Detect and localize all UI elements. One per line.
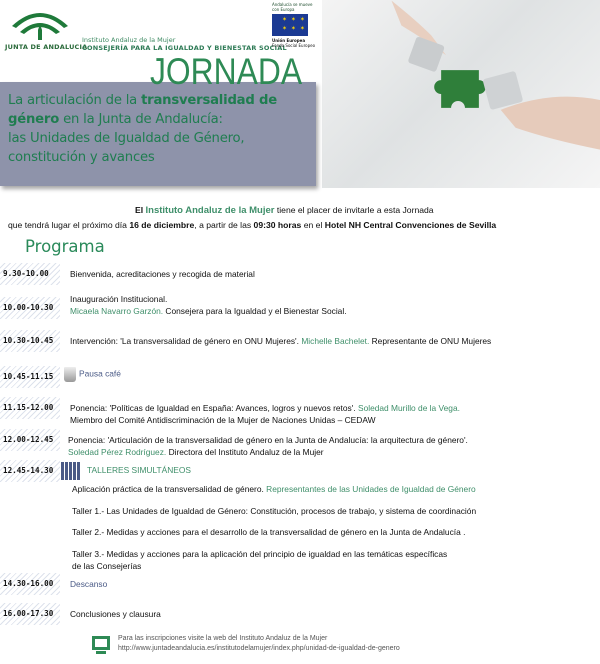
- intro-text: , a partir de las: [194, 220, 254, 230]
- intro-line-1: [135, 205, 434, 216]
- speaker-name: Soledad Murillo de la Vega.: [357, 403, 460, 413]
- workshop-intro: [72, 484, 476, 496]
- item-text: Ponencia: 'Articulación de la transversalidad de género en la Junta de Andalucía: la arquitectura de género'.: [68, 435, 468, 445]
- registration-info: [118, 634, 400, 654]
- eu-name: Unión Europea: [272, 38, 306, 43]
- title-text: La articulación de la: [8, 93, 142, 108]
- coffee-cup-icon: [64, 367, 76, 382]
- speaker-role: Directora del Instituto Andaluz de la Mujer: [166, 446, 324, 457]
- item-text: Intervención: 'La transversalidad de género en ONU Mujeres'.: [70, 336, 302, 346]
- eu-logo: [272, 2, 320, 48]
- intro-text: en el: [301, 220, 325, 230]
- event-venue: Hotel NH Central Convenciones de Sevilla: [324, 220, 497, 230]
- institute-name: Instituto Andaluz de la Mujer: [82, 36, 176, 44]
- title-text: en la Junta de Andalucía:: [59, 112, 223, 127]
- time-slot: 10.30-10.45: [0, 330, 60, 352]
- eu-fund: Fondo Social Europeo: [272, 43, 316, 48]
- program-heading: Programa: [25, 237, 105, 256]
- intro-text: que tendrá lugar el próximo día: [8, 220, 130, 230]
- program-item: [61, 462, 191, 480]
- item-text: Inauguración Institucional.: [70, 294, 168, 304]
- people-group-icon: [61, 462, 81, 480]
- time-slot: 12.45-14.30: [0, 460, 60, 482]
- time-slot: 9.30-10.00: [0, 263, 60, 285]
- program-item: Descanso: [70, 579, 108, 589]
- title-line-1: [8, 91, 308, 110]
- title-line-4: constitución y avances: [8, 150, 155, 165]
- program-item: [64, 367, 121, 382]
- intro-line-2: [8, 220, 496, 230]
- title-line-3: las Unidades de Igualdad de Género,: [8, 131, 245, 146]
- program-item: [70, 294, 347, 317]
- time-slot: 16.00-17.30: [0, 603, 60, 625]
- registration-text: Para las inscripciones visite la web del Instituto Andaluz de la Mujer: [118, 635, 328, 642]
- program-item: [70, 403, 460, 426]
- event-time: 09:30 horas: [253, 220, 302, 230]
- item-text: Pausa café: [79, 368, 121, 379]
- time-slot: 14.30-16.00: [0, 573, 60, 595]
- program-item: [70, 336, 491, 348]
- item-text: Ponencia: 'Políticas de Igualdad en España: Avances, logros y nuevos retos'.: [70, 403, 358, 413]
- program-item: Conclusiones y clausura: [70, 609, 161, 619]
- event-type-heading: JORNADA: [150, 51, 303, 92]
- item-text: Aplicación práctica de la transversalidad de género.: [72, 484, 267, 494]
- speaker-role: Consejera para la Igualdad y el Bienestar Social.: [163, 305, 347, 316]
- workshop-3: [72, 549, 447, 572]
- puzzle-hands-photo: [322, 0, 600, 188]
- program-item: Bienvenida, acreditaciones y recogida de material: [70, 269, 255, 279]
- registration-link[interactable]: http://www.juntadeandalucia.es/institutodelamujer/index.php/unidad-de-igualdad-de-genero: [118, 645, 400, 652]
- title-text-bold: transversalidad de: [141, 93, 277, 108]
- workshop-2: Taller 2.- Medidas y acciones para el desarrollo de la transversalidad de género en la Junta de Andalucía .: [72, 527, 466, 537]
- organizer-name: Instituto Andaluz de la Mujer: [145, 205, 275, 216]
- event-date: 16 de diciembre: [129, 220, 195, 230]
- eu-flag-icon: ✶ ✶ ✶ ✶ ✶ ✶: [272, 14, 308, 36]
- logo-text: JUNTA DE ANDALUCIA: [5, 43, 88, 51]
- item-text: de las Consejerías: [72, 560, 142, 571]
- item-text: Taller 3.- Medidas y acciones para la aplicación del principio de igualdad en las temáticas específicas: [72, 549, 448, 559]
- workshop-1: Taller 1.- Las Unidades de Igualdad de Género: Constitución, procesos de trabajo, y sistema de coordinación: [72, 506, 477, 516]
- time-slot: 12.00-12.45: [0, 429, 60, 451]
- speaker-name: Micaela Navarro Garzón.: [70, 305, 164, 316]
- speaker-name: Soledad Pérez Rodríguez.: [68, 446, 167, 457]
- ministry-name: CONSEJERÍA PARA LA IGUALDAD Y BIENESTAR SOCIAL: [82, 44, 287, 52]
- speaker-role: Representante de ONU Mujeres: [369, 336, 492, 346]
- title-text-bold: género: [8, 112, 60, 127]
- time-slot: 10.00-10.30: [0, 297, 60, 319]
- time-slot: 10.45-11.15: [0, 366, 60, 388]
- title-line-2: [8, 110, 308, 129]
- item-text: TALLERES SIMULTÁNEOS: [87, 465, 191, 476]
- intro-text: El: [135, 205, 146, 215]
- speaker-name: Michelle Bachelet.: [301, 336, 370, 346]
- speaker-role: Miembro del Comité Antidiscriminación de la Mujer de Naciones Unidas – CEDAW: [70, 414, 376, 425]
- intro-text: tiene el placer de invitarle a esta Jornada: [274, 205, 434, 215]
- speaker-name: Representantes de las Unidades de Igualdad de Género: [266, 484, 476, 494]
- program-item: [68, 435, 468, 458]
- time-slot: 11.15-12.00: [0, 397, 60, 419]
- event-title-box: [0, 82, 316, 186]
- computer-icon: [92, 636, 112, 656]
- eu-tagline: Andalucía se mueve con Europa: [272, 2, 313, 12]
